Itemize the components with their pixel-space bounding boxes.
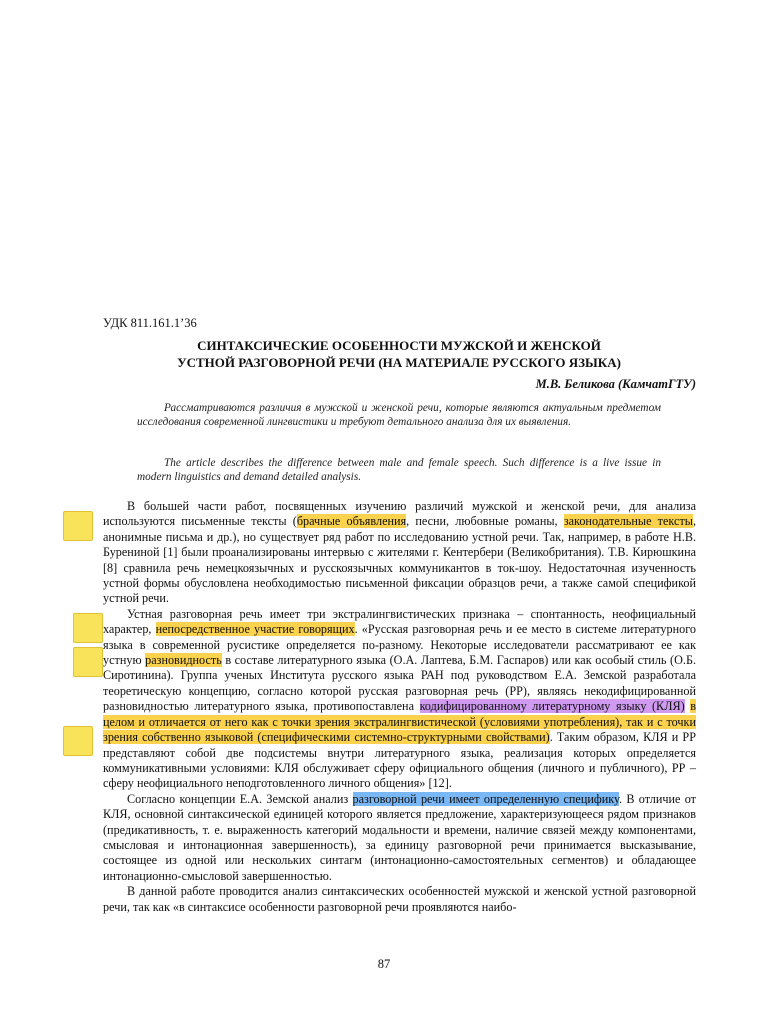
paragraph-2 <box>103 607 696 792</box>
paragraph-3 <box>103 792 696 884</box>
article-body <box>103 499 696 915</box>
text-run: Устная разговорная речь имеет три экстралингвистических признака – спонтанность, неофициальный характер, <box>103 606 696 637</box>
text-run: . Таким образом, КЛЯ и РР представляют собой две подсистемы внутри литературного языка, реализация которых определяется коммуникативными условиями: КЛЯ обслуживает сферу официального общения (личного и публичного), РР – сферу неофициального неподготовленного личного общения» [12]. <box>103 730 696 791</box>
highlight-yellow[interactable]: разновидность <box>145 653 222 668</box>
udk-code: УДК 811.161.1’36 <box>103 316 197 330</box>
text-run: В большей части работ, посвященных изучению различий мужской и женской речи, для анализа используются письменные тексты ( <box>103 499 696 529</box>
highlight-yellow[interactable]: брачные объявления <box>296 514 407 529</box>
abstract-ru-text: Рассматриваются различия в мужской и женской речи, которые являются актуальным предметом исследования современной лингвистики и требуют детального анализа для их выявления. <box>137 402 661 428</box>
text-run: . «Русская разговорная речь и ее место в системе литературного языка в современной русистике определяется по-разному. Некоторые исследователи рассматривают ее как устную <box>103 622 696 668</box>
abstract-english <box>137 457 661 484</box>
highlight-yellow[interactable]: в целом и отличается от него как с точки зрения экстралингвистической (условиями употребления), так и с точки зрения собственно языковой (специфическими системно-структурными свойствами) <box>103 699 697 745</box>
sticky-note-icon[interactable] <box>73 613 103 643</box>
paragraph-4: В данной работе проводится анализ синтаксических особенностей мужской и женской устной разговорной речи, так как «в синтаксисе особенности разговорной речи проявляются наибо- <box>103 884 696 914</box>
abstract-en-text: The article describes the difference between male and female speech. Such difference is a live issue in modern linguistics and demand detailed analysis. <box>137 457 661 483</box>
sticky-note-icon[interactable] <box>63 511 93 541</box>
text-run: . В отличие от КЛЯ, основной синтаксической единицей которого является предложение, характеризующееся рядом признаков (предикативность, т. е. выраженность категорий модальности и времени, наличие связей между компонентами, смысловая и интонационная завершенность), за единицу разговорной речи принимается высказывание, состоящее из одной или нескольких синтагм (интонационно-самостоятельных сегментов) и обладающее интонационно-смысловой завершенностью. <box>103 791 697 883</box>
sticky-note-icon[interactable] <box>63 726 93 756</box>
highlight-blue[interactable]: разговорной речи имеет определенную специфику <box>352 791 619 806</box>
text-run: , анонимные письма и др.), но существует ряд работ по исследованию устной речи. Так, например, в работе Н.В. Бурениной [1] были проанализированы интервью с жителями г. Кентербери (Великобритания). Т.В. Кирюшкина [8] сравнила речь немецкоязычных и русскоязычных коммуникантов в ток-шоу. Недостаточная изученность устной формы обусловлена необходимостью письменной фиксации образцов речи, а также самой спецификой устной речи. <box>103 514 697 606</box>
text-run: в составе литературного языка (О.А. Лаптева, Б.М. Гаспаров) или как особый стиль (О.Б. Сиротинина). Группа ученых Института русского языка РАН под руководством Е.А. Земской разработала теоретическую концепцию, согласно которой русская разговорная речь (РР), являясь некодифицированной разновидностью литературного языка, противопоставлена <box>103 653 696 714</box>
highlight-purple[interactable]: кодифицированному литературному языку (КЛЯ) <box>419 699 685 714</box>
page-number: 87 <box>377 957 391 971</box>
author: М.В. Беликова (КамчатГТУ) <box>535 377 696 391</box>
highlight-yellow[interactable]: непосредственное участие говорящих <box>155 622 355 637</box>
text-run: Согласно концепции Е.А. Земской анализ <box>127 791 353 806</box>
highlight-yellow[interactable]: законодательные тексты <box>563 514 693 529</box>
article-title-line-1: СИНТАКСИЧЕСКИЕ ОСОБЕННОСТИ МУЖСКОЙ И ЖЕНСКОЙ <box>197 338 601 353</box>
text-run: , песни, любовные романы, <box>406 514 564 529</box>
paragraph-1 <box>103 499 696 607</box>
sticky-note-icon[interactable] <box>73 647 103 677</box>
article-title-line-2: УСТНОЙ РАЗГОВОРНОЙ РЕЧИ (НА МАТЕРИАЛЕ РУССКОГО ЯЗЫКА) <box>177 355 621 370</box>
abstract-russian <box>137 402 661 429</box>
